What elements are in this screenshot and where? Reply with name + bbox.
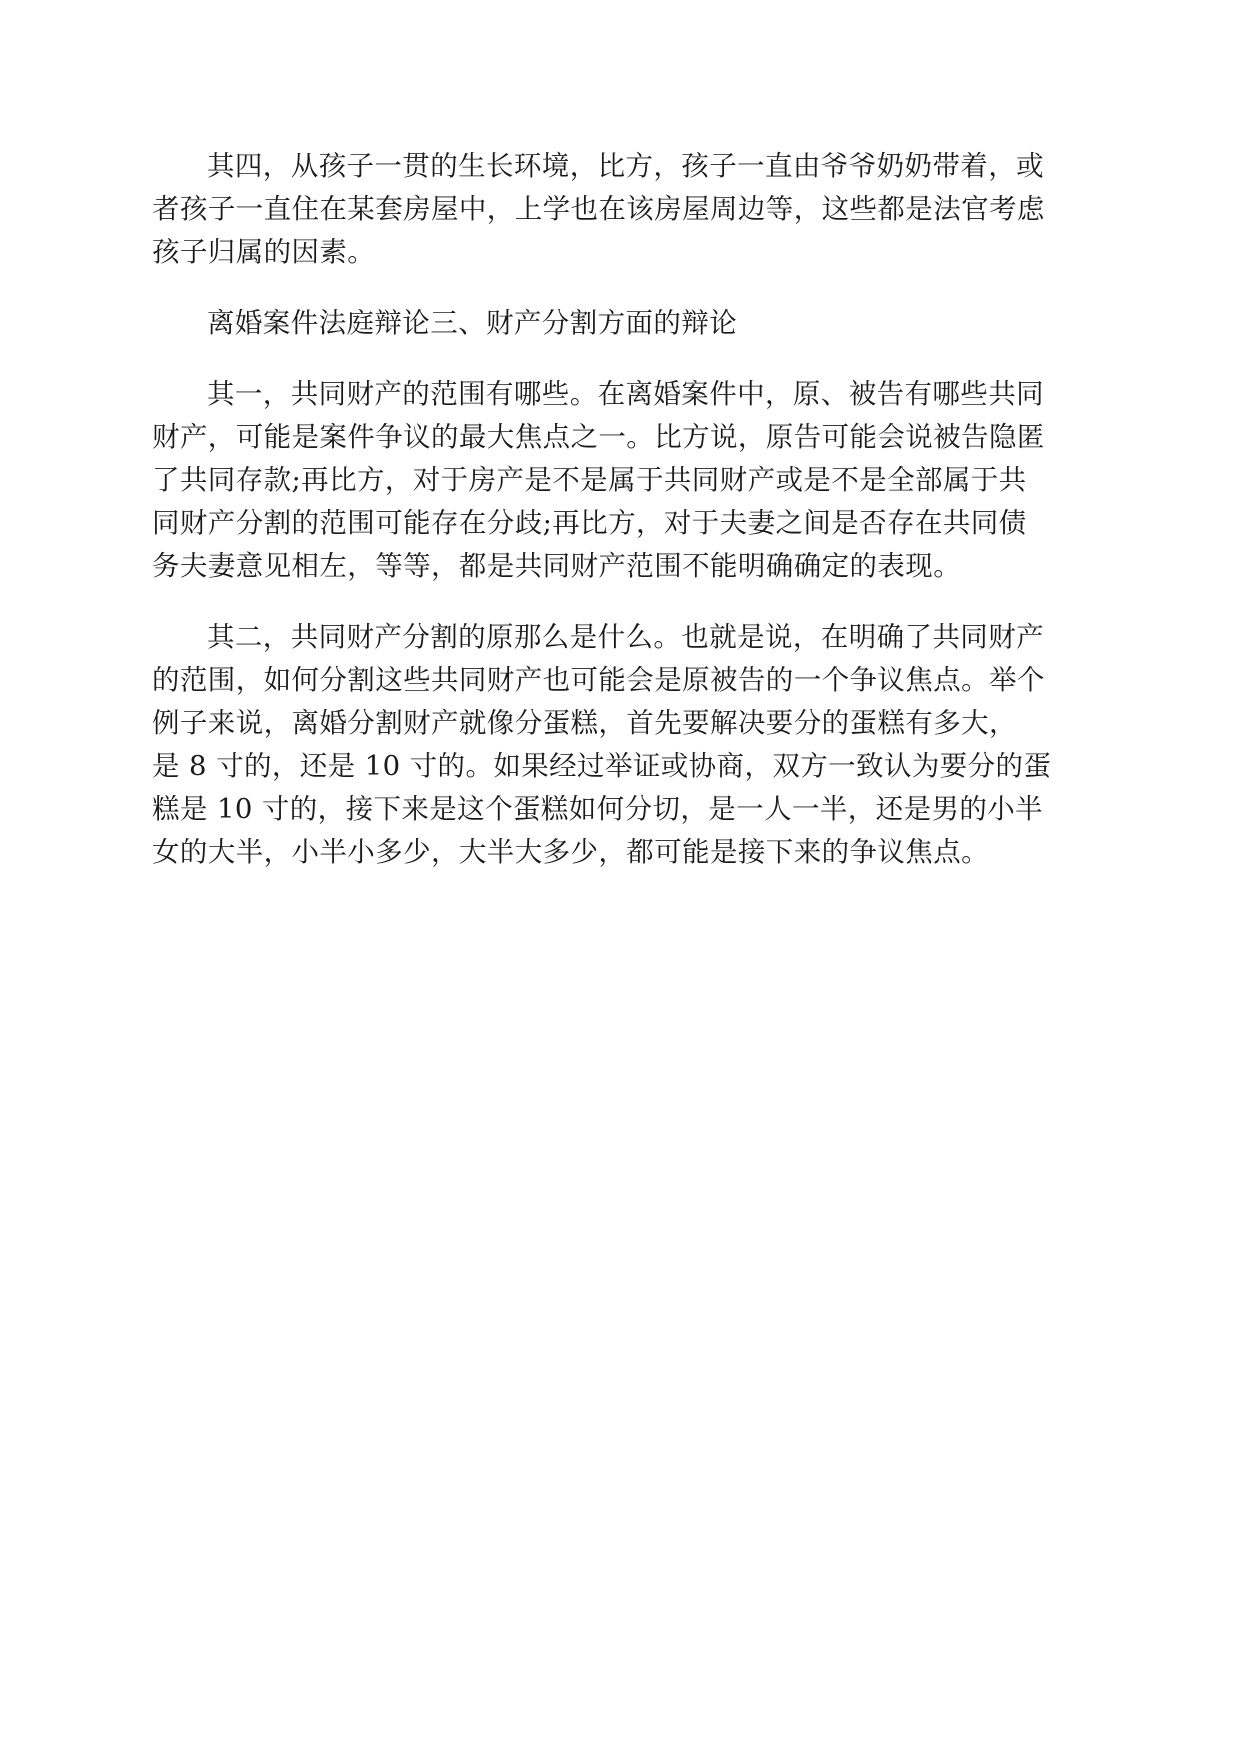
text-line: 女的大半，小半小多少，大半大多少，都可能是接下来的争议焦点。 [152,836,989,868]
text-line: 糕是 10 寸的，接下来是这个蛋糕如何分切，是一人一半，还是男的小半 [152,793,1044,825]
text-line: 例子来说，离婚分割财产就像分蛋糕，首先要解决要分的蛋糕有多大， [152,707,1017,739]
heading-text: 离婚案件法庭辩论三、财产分割方面的辩论 [207,307,738,339]
paragraph-second-point [152,616,1087,874]
text-line: 同财产分割的范围可能存在分歧;再比方，对于夫妻之间是否存在共同债 [152,507,1027,539]
section-heading [152,302,1087,345]
text-line: 务夫妻意见相左，等等，都是共同财产范围不能明确确定的表现。 [152,550,962,582]
text-line: 是 8 寸的，还是 10 寸的。如果经过举证或协商，双方一致认为要分的蛋 [152,750,1052,782]
text-line: 的范围，如何分割这些共同财产也可能会是原被告的一个争议焦点。举个 [152,664,1045,696]
text-line: 财产，可能是案件争议的最大焦点之一。比方说，原告可能会说被告隐匿 [152,421,1045,453]
text-line: 其一，共同财产的范围有哪些。在离婚案件中，原、被告有哪些共同 [207,378,1044,410]
text-line: 者孩子一直住在某套房屋中，上学也在该房屋周边等，这些都是法官考虑 [152,193,1045,225]
document-body [152,145,1087,902]
text-line: 其四，从孩子一贯的生长环境，比方，孩子一直由爷爷奶奶带着，或 [207,150,1044,182]
text-line: 其二，共同财产分割的原那么是什么。也就是说，在明确了共同财产 [207,621,1044,653]
text-line: 了共同存款;再比方，对于房产是不是属于共同财产或是不是全部属于共 [152,464,1027,496]
paragraph-first-point [152,373,1087,588]
text-line: 孩子归属的因素。 [152,236,376,268]
paragraph-fourth-point [152,145,1087,274]
